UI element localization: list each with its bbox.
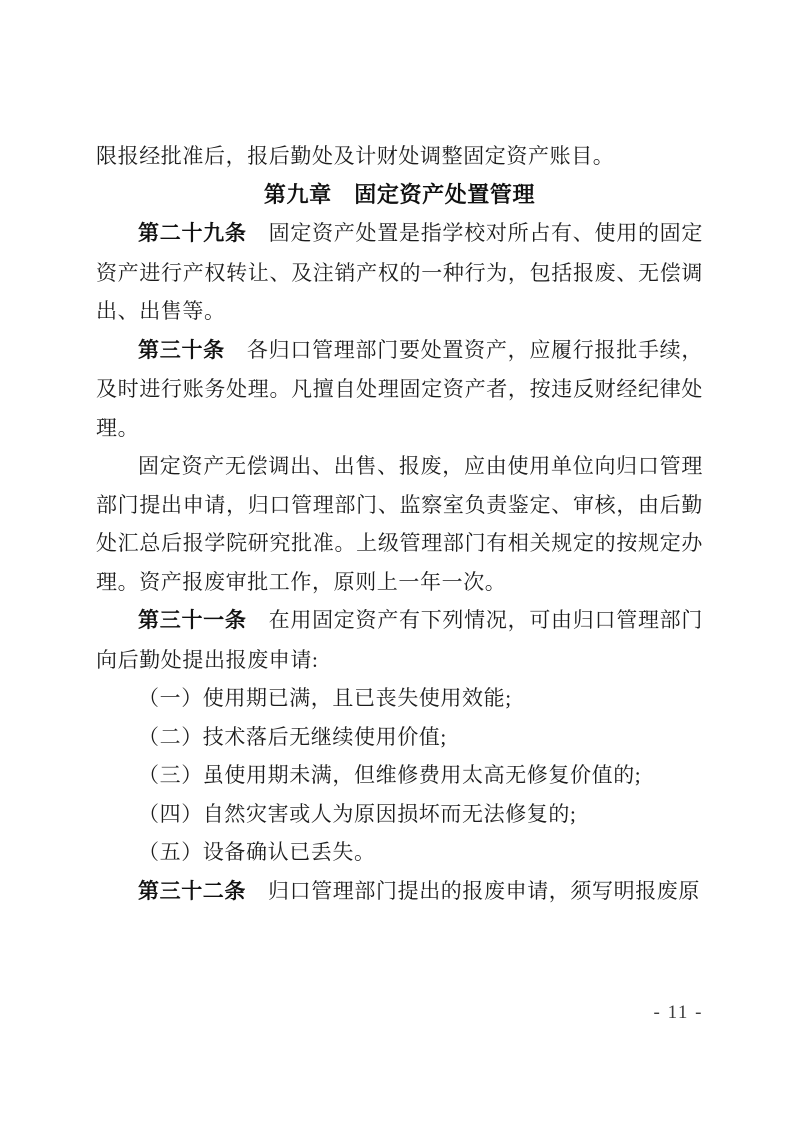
- article-31-item-3: （三）虽使用期未满，但维修费用太高无修复价值的;: [138, 763, 642, 787]
- continuation-paragraph: 限报经批准后，报后勤处及计财处调整固定资产账目。: [96, 144, 615, 168]
- article-31-item-2: （二）技术落后无继续使用价值;: [138, 724, 447, 749]
- article-31-item-1: （一）使用期已满，且已丧失使用效能;: [138, 686, 512, 710]
- article-31-number: 第三十一条: [138, 609, 247, 632]
- article-30-paragraph-2: 固定资产无偿调出、出售、报废，应由使用单位向归口管理部门提出申请，归口管理部门、监察室负责鉴定、审核，由后勤处汇总后报学院研究批准。上级管理部门有相关规定的按规定办理。资产报废审批工作，原则上一年一次。: [96, 454, 703, 594]
- article-32-number: 第三十二条: [138, 879, 246, 903]
- page-number: - 11 -: [653, 1002, 703, 1023]
- article-29-number: 第二十九条: [138, 222, 247, 245]
- article-29-text: 固定资产处置是指学校对所占有、使用的固定资产进行产权转让、及注销产权的一种行为，包括报废、无偿调出、出售等。: [96, 221, 703, 323]
- article-32-paragraph: [96, 872, 703, 912]
- article-31-item-4: （四）自然灾害或人为原因损坏而无法修复的;: [138, 801, 577, 826]
- article-29-paragraph: [96, 214, 703, 331]
- page-content: [96, 137, 703, 911]
- article-32-text: 归口管理部门提出的报废申请，须写明报废原: [268, 878, 700, 903]
- article-30-number: 第三十条: [138, 338, 225, 362]
- article-31-text: 在用固定资产有下列情况，可由归口管理部门向后勤处提出报废申请:: [96, 608, 703, 672]
- chapter-heading: 第九章 固定资产处置管理: [263, 181, 536, 207]
- article-31-item-5: （五）设备确认已丢失。: [138, 840, 376, 864]
- article-30-paragraph: [96, 331, 703, 448]
- article-30-text: 各归口管理部门要处置资产，应履行报批手续，及时进行账务处理。凡擅自处理固定资产者，按违反财经纪律处理。: [96, 337, 703, 440]
- article-31-paragraph: [96, 601, 703, 679]
